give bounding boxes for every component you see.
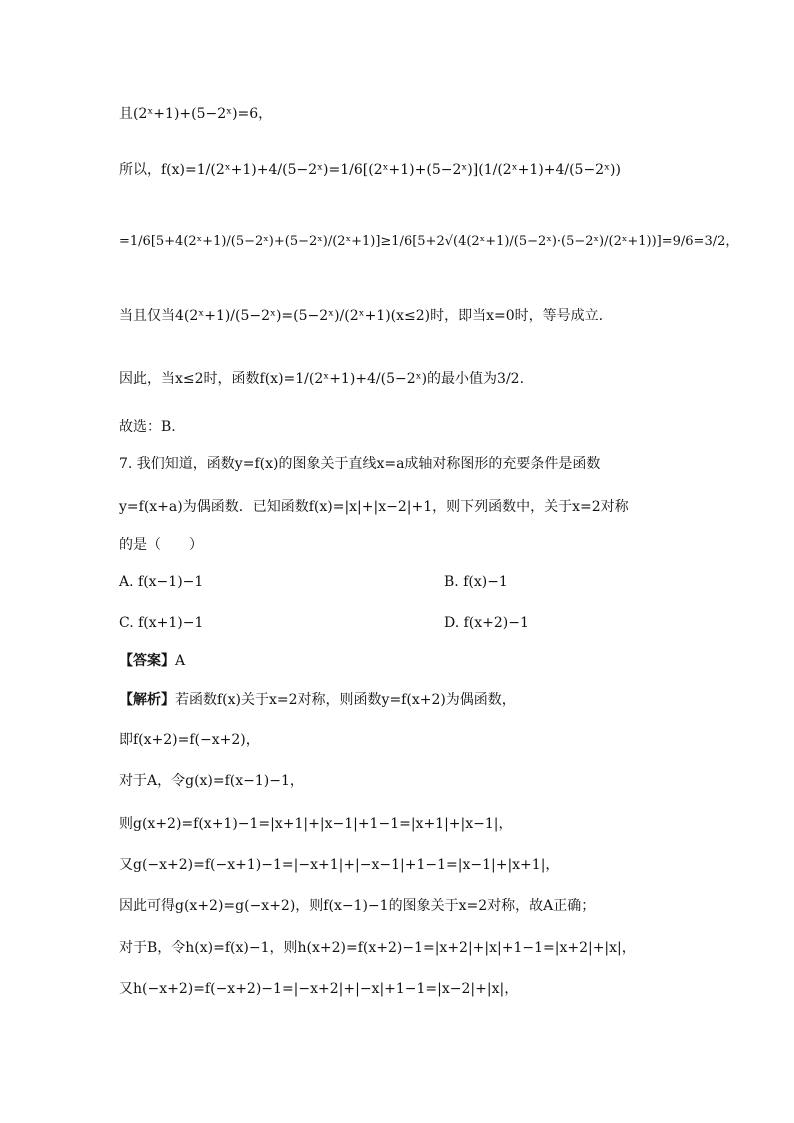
option-d: D. f(x+2)−1 bbox=[444, 615, 529, 631]
analysis-line-3: 对于A，令g(x)=f(x−1)−1， bbox=[119, 773, 304, 789]
solution-line-1: 且(2ˣ+1)+(5−2ˣ)=6， bbox=[119, 106, 273, 122]
question-7-stem-2: y=f(x+a)为偶函数．已知函数f(x)=|x|+|x−2|+1，则下列函数中，关于x=2对称 bbox=[119, 499, 629, 515]
answer-line bbox=[119, 651, 185, 671]
analysis-line-1 bbox=[119, 690, 516, 710]
analysis-label: 【解析】 bbox=[119, 692, 175, 708]
answer-value: A bbox=[175, 653, 186, 669]
question-7-stem-1: 7. 我们知道，函数y=f(x)的图象关于直线x=a成轴对称图形的充要条件是函数 bbox=[119, 456, 601, 472]
solution-line-6: 故选：B. bbox=[119, 419, 176, 435]
question-7-stem-3: 的是（ ） bbox=[119, 537, 203, 553]
analysis-line-6: 因此可得g(x+2)=g(−x+2)，则f(x−1)−1的图象关于x=2对称，故A正确； bbox=[119, 898, 596, 914]
analysis-line-8: 又h(−x+2)=f(−x+2)−1=|−x+2|+|−x|+1−1=|x−2|+|x|， bbox=[119, 981, 519, 997]
option-a: A. f(x−1)−1 bbox=[119, 574, 204, 590]
analysis-line-7: 对于B，令h(x)=f(x)−1，则h(x+2)=f(x+2)−1=|x+2|+|x|+1−1=|x+2|+|x|， bbox=[119, 940, 636, 956]
answer-label: 【答案】 bbox=[119, 653, 175, 669]
analysis-line-2: 即f(x+2)=f(−x+2)， bbox=[119, 732, 260, 748]
analysis-text-1: 若函数f(x)关于x=2对称，则函数y=f(x+2)为偶函数， bbox=[175, 692, 516, 708]
solution-line-4: 当且仅当4(2ˣ+1)/(5−2ˣ)=(5−2ˣ)/(2ˣ+1)(x≤2)时，即当x=0时，等号成立. bbox=[119, 308, 604, 324]
option-b: B. f(x)−1 bbox=[444, 574, 508, 590]
solution-line-3: =1/6[5+4(2ˣ+1)/(5−2ˣ)+(5−2ˣ)/(2ˣ+1)]≥1/6[5+2√(4(2ˣ+1)/(5−2ˣ)·(5−2ˣ)/(2ˣ+1))]=9/6=3/2， bbox=[119, 234, 739, 249]
solution-line-5: 因此，当x≤2时，函数f(x)=1/(2ˣ+1)+4/(5−2ˣ)的最小值为3/2. bbox=[119, 371, 525, 387]
analysis-line-5: 又g(−x+2)=f(−x+1)−1=|−x+1|+|−x−1|+1−1=|x−1|+|x+1|， bbox=[119, 857, 560, 873]
option-c: C. f(x+1)−1 bbox=[119, 615, 204, 631]
analysis-line-4: 则g(x+2)=f(x+1)−1=|x+1|+|x−1|+1−1=|x+1|+|x−1|， bbox=[119, 816, 513, 832]
solution-line-2: 所以，f(x)=1/(2ˣ+1)+4/(5−2ˣ)=1/6[(2ˣ+1)+(5−2ˣ)](1/(2ˣ+1)+4/(5−2ˣ)) bbox=[119, 162, 621, 178]
